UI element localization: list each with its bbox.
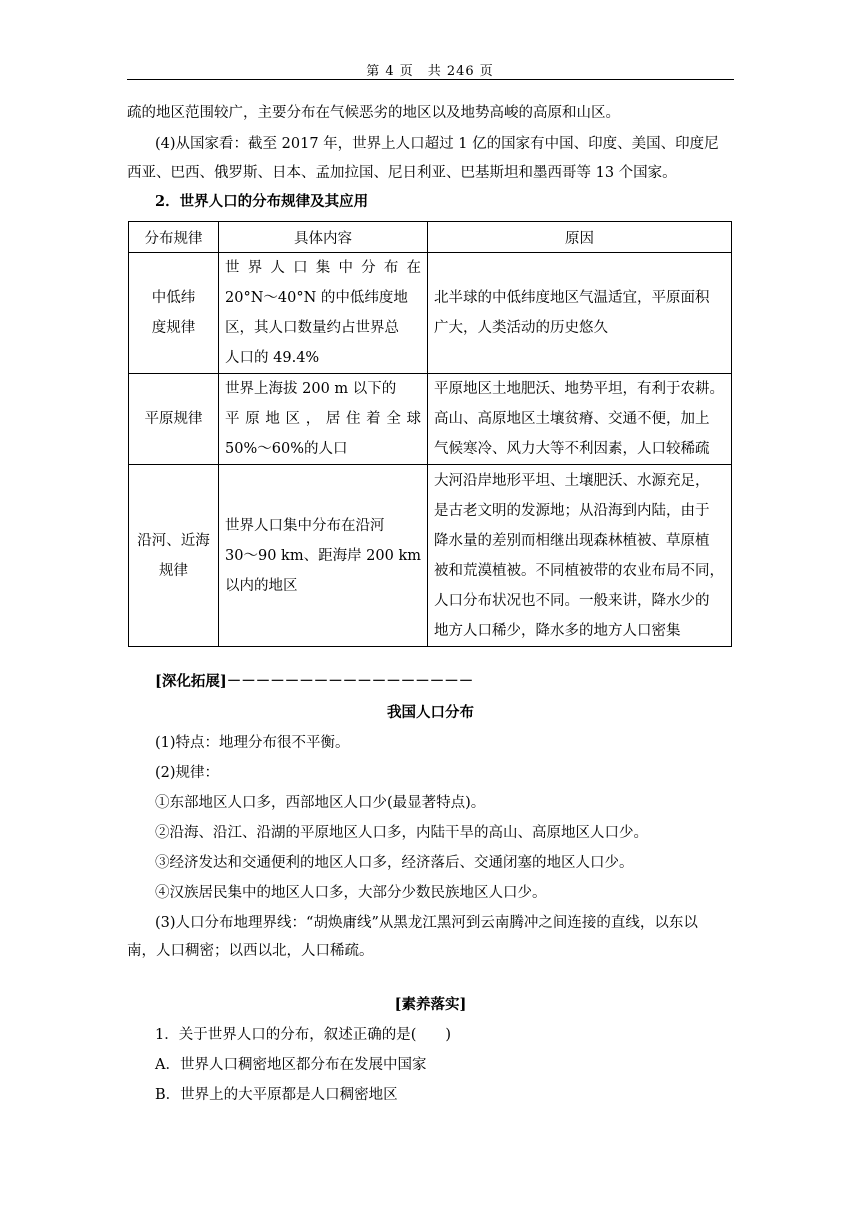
cell-line: 50%～60%的人口 — [225, 441, 348, 457]
cell-line: 降水量的差别而相继出现森林植被、草原植 — [434, 532, 710, 549]
header-rule — [127, 79, 734, 80]
rule-cell — [129, 374, 219, 465]
deepen-title: 我国人口分布 — [387, 704, 474, 721]
content-cell — [219, 253, 428, 374]
cell-line: 被和荒漠植被。不同植被带的农业布局不同， — [434, 562, 725, 579]
cell-line: 20°N～40°N 的中低纬度地 — [225, 290, 408, 306]
cell-line: 世界人口集中分布在沿河 — [225, 517, 385, 534]
cell-line: 人口的 49.4% — [225, 350, 320, 366]
reason-cell — [428, 374, 732, 465]
option-a: A．世界人口稠密地区都分布在发展中国家 — [155, 1057, 427, 1073]
paragraph-line: 疏的地区范围较广，主要分布在气候恶劣的地区以及地势高峻的高原和山区。 — [127, 105, 620, 121]
table-header-cell: 分布规律 — [129, 222, 219, 253]
page-header: 第 4 页 共 246 页 — [366, 64, 494, 79]
deepen-item: (2)规律： — [155, 765, 220, 781]
table-row — [129, 465, 732, 647]
cell-line: 人口分布状况也不同。一般来讲，降水少的 — [434, 592, 710, 609]
cell-line: 是古老文明的发源地；从沿海到内陆，由于 — [434, 502, 710, 519]
cell-line: 高山、高原地区土壤贫瘠、交通不便，加上 — [434, 411, 710, 427]
paragraph-line: (4)从国家看：截至 2017 年，世界上人口超过 1 亿的国家有中国、印度、美国、印度尼 — [155, 136, 719, 152]
table-header-cell: 原因 — [428, 222, 732, 253]
cell-line: 广大，人类活动的历史悠久 — [434, 320, 609, 336]
question-text: 1．关于世界人口的分布，叙述正确的是( ) — [155, 1027, 452, 1043]
cell-line: 区，其人口数量约占世界总 — [225, 320, 400, 336]
deepen-item: ③经济发达和交通便利的地区人口多，经济落后、交通闭塞的地区人口少。 — [155, 855, 634, 871]
paragraph-line: 西亚、巴西、俄罗斯、日本、孟加拉国、尼日利亚、巴基斯坦和墨西哥等 13 个国家。 — [127, 165, 677, 181]
cell-line: 30～90 km、距海岸 200 km — [225, 547, 422, 564]
cell-line: 世 界 人 口 集 中 分 布 在 — [225, 260, 422, 276]
deepen-label: [深化拓展]－－－－－－－－－－－－－－－－－ — [155, 673, 474, 690]
section-title: 2．世界人口的分布规律及其应用 — [155, 193, 369, 210]
cell-line: 以内的地区 — [225, 577, 298, 594]
rule-cell — [129, 465, 219, 647]
content-cell — [219, 465, 428, 647]
table-row — [129, 374, 732, 465]
deepen-item: ①东部地区人口多，西部地区人口少(最显著特点)。 — [155, 795, 486, 811]
option-b: B．世界上的大平原都是人口稠密地区 — [155, 1087, 398, 1103]
cell-line: 度规律 — [151, 320, 196, 336]
cell-line: 平原地区土地肥沃、地势平坦，有利于农耕。 — [434, 381, 725, 397]
cell-line: 北半球的中低纬度地区气温适宜，平原面积 — [434, 290, 710, 306]
deepen-item: ④汉族居民集中的地区人口多，大部分少数民族地区人口少。 — [155, 885, 547, 901]
cell-line: 大河沿岸地形平坦、土壤肥沃、水源充足， — [434, 472, 710, 489]
table-header-row — [129, 222, 732, 253]
deepen-item: 南，人口稠密；以西以北，人口稀疏。 — [127, 943, 374, 959]
table-header-cell: 具体内容 — [219, 222, 428, 253]
deepen-item: (3)人口分布地理界线：“胡焕庸线”从黑龙江黑河到云南腾冲之间连接的直线，以东以 — [155, 915, 698, 931]
cell-line: 平 原 地 区 ， 居 住 着 全 球 — [225, 411, 422, 427]
cell-line: 世界上海拔 200 m 以下的 — [225, 381, 397, 397]
cell-line: 地方人口稀少，降水多的地方人口密集 — [434, 622, 681, 639]
deepen-item: (1)特点：地理分布很不平衡。 — [155, 735, 350, 751]
practice-title: [素养落实] — [394, 996, 467, 1013]
cell-line: 平原规律 — [144, 411, 203, 427]
cell-line: 沿河、近海 — [137, 532, 210, 549]
table-row — [129, 253, 732, 374]
population-distribution-table — [128, 221, 732, 647]
cell-line: 规律 — [159, 562, 189, 579]
rule-cell — [129, 253, 219, 374]
cell-line: 中低纬 — [151, 290, 196, 306]
reason-cell — [428, 253, 732, 374]
cell-line: 气候寒冷、风力大等不利因素，人口较稀疏 — [434, 441, 710, 457]
reason-cell — [428, 465, 732, 647]
content-cell — [219, 374, 428, 465]
deepen-item: ②沿海、沿江、沿湖的平原地区人口多，内陆干旱的高山、高原地区人口少。 — [155, 825, 648, 841]
